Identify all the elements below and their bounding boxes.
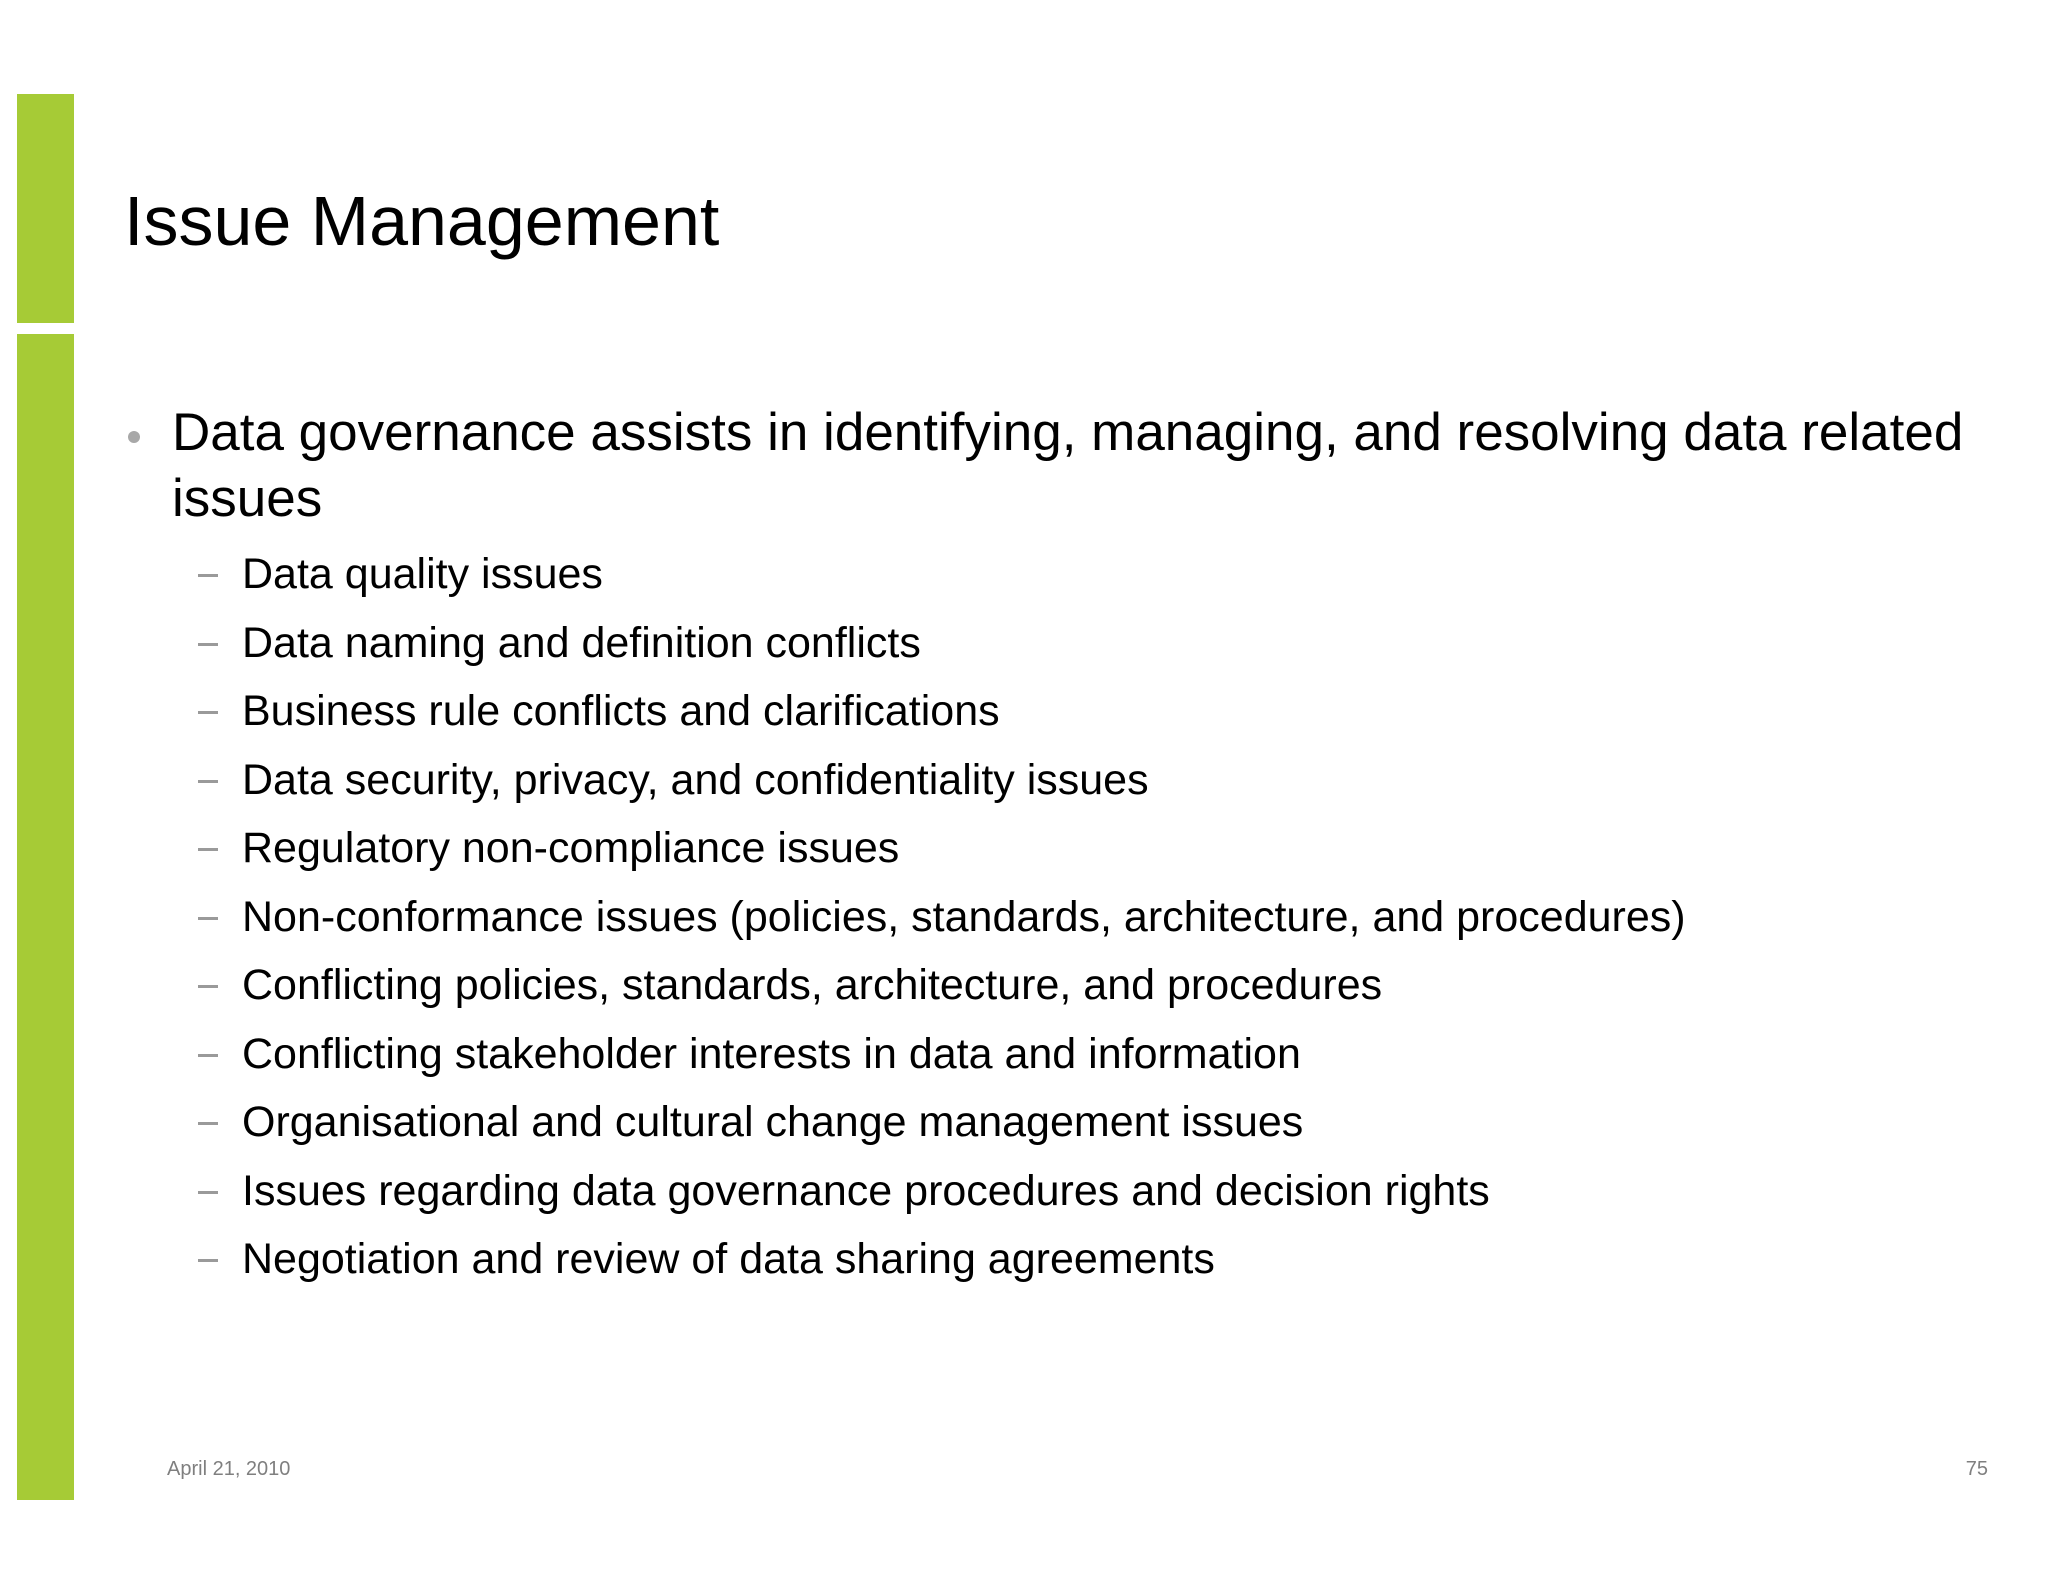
- sub-bullet-text: Data security, privacy, and confidentiality issues: [242, 755, 1149, 804]
- sub-bullet-text: Conflicting stakeholder interests in data and information: [242, 1029, 1301, 1078]
- sub-bullet-text: Regulatory non-compliance issues: [242, 824, 900, 872]
- dash-icon: [198, 711, 218, 714]
- sub-bullet-text: Business rule conflicts and clarifications: [242, 687, 1000, 735]
- sub-bullet-item: [124, 746, 1964, 815]
- sub-bullet-text: Organisational and cultural change management issues: [242, 1098, 1304, 1146]
- sub-bullet-text: Data naming and definition conflicts: [242, 618, 921, 667]
- main-bullet: [124, 400, 1964, 532]
- bullet-dot-icon: [128, 431, 140, 443]
- sub-bullet-text: Data quality issues: [242, 550, 603, 598]
- bullet-list: [124, 400, 1964, 1294]
- dash-icon: [198, 1122, 218, 1125]
- dash-icon: [198, 1054, 218, 1057]
- sub-bullet-item: [124, 540, 1964, 609]
- sub-bullet-list: [124, 540, 1964, 1294]
- sub-bullet-item: [124, 677, 1964, 746]
- sub-bullet-text: Non-conformance issues (policies, standards, architecture, and procedures): [242, 892, 1686, 941]
- accent-bar-top: [17, 94, 74, 323]
- sub-bullet-item: [124, 1020, 1964, 1089]
- dash-icon: [198, 917, 218, 920]
- dash-icon: [198, 985, 218, 988]
- sub-bullet-item: [124, 1157, 1964, 1226]
- dash-icon: [198, 780, 218, 783]
- main-bullet-text: Data governance assists in identifying, managing, and resolving data related issues: [172, 403, 1964, 528]
- sub-bullet-text: Negotiation and review of data sharing agreements: [242, 1235, 1215, 1283]
- dash-icon: [198, 643, 218, 646]
- sub-bullet-item: [124, 814, 1964, 883]
- page-number: 75: [1965, 1458, 1988, 1480]
- dash-icon: [198, 1259, 218, 1262]
- sub-bullet-item: [124, 883, 1964, 952]
- sub-bullet-item: [124, 1088, 1964, 1157]
- sub-bullet-text: Issues regarding data governance procedures and decision rights: [242, 1166, 1490, 1215]
- slide-title: Issue Management: [124, 182, 720, 260]
- dash-icon: [198, 1191, 218, 1194]
- dash-icon: [198, 848, 218, 851]
- accent-bar-bottom: [17, 334, 74, 1500]
- sub-bullet-text: Conflicting policies, standards, architecture, and procedures: [242, 961, 1383, 1009]
- sub-bullet-item: [124, 1225, 1964, 1294]
- sub-bullet-item: [124, 951, 1964, 1020]
- footer-date: April 21, 2010: [167, 1458, 291, 1480]
- dash-icon: [198, 574, 218, 577]
- sub-bullet-item: [124, 609, 1964, 678]
